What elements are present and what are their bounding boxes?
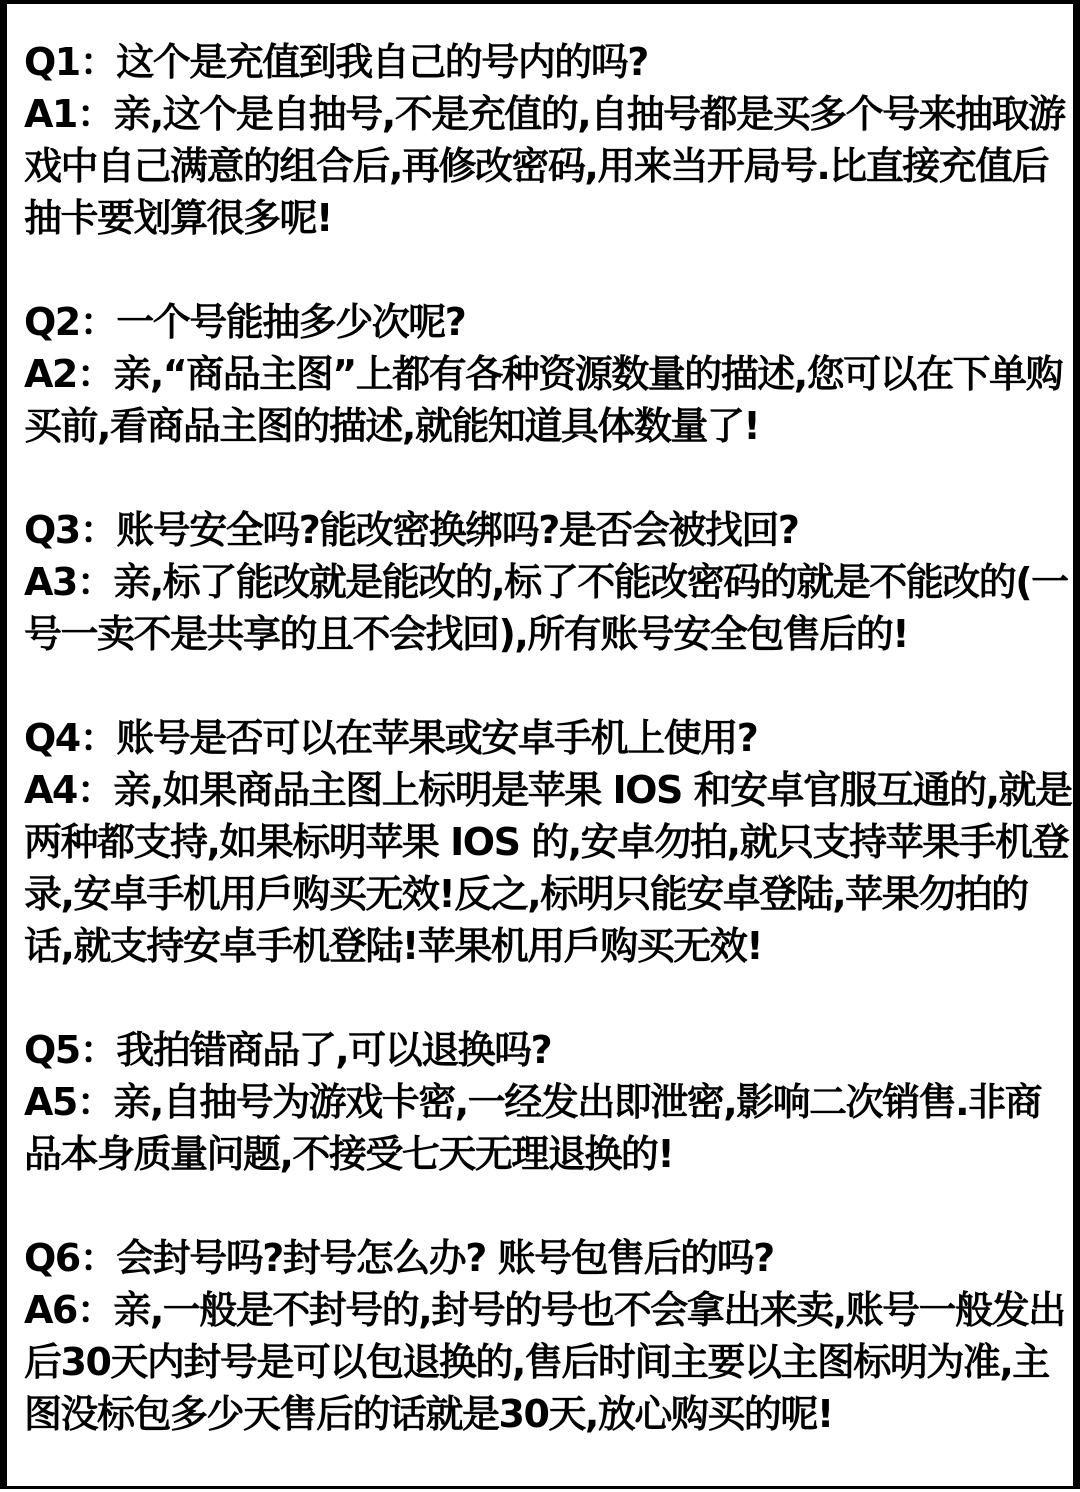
- question-5: [24, 1024, 1076, 1076]
- answer-text: 亲,“商品主图”上都有各种资源数量的描述,您可以在下单购买前,看商品主图的描述,就能知道具体数量了!: [24, 352, 1063, 448]
- question-3: [24, 504, 1076, 556]
- faq-item-5: [24, 1024, 1076, 1180]
- question-text: 我拍错商品了,可以退换吗?: [116, 1028, 552, 1072]
- answer-1: [24, 88, 1076, 244]
- answer-4: [24, 764, 1076, 972]
- answer-label: A4：: [24, 768, 114, 812]
- question-text: 一个号能抽多少次呢?: [116, 300, 466, 344]
- question-label: Q2：: [24, 300, 117, 344]
- answer-text: 亲,这个是自抽号,不是充值的,自抽号都是买多个号来抽取游戏中自己满意的组合后,再修改密码,用来当开局号.比直接充值后抽卡要划算很多呢!: [24, 92, 1065, 240]
- faq-item-6: [24, 1232, 1076, 1440]
- answer-text: 亲,如果商品主图上标明是苹果 IOS 和安卓官服互通的,就是两种都支持,如果标明苹果 IOS 的,安卓勿拍,就只支持苹果手机登录,安卓手机用戶购买无效!反之,标明只能安卓登陆,苹果勿拍的话,就支持安卓手机登陆!苹果机用戶购买无效!: [24, 768, 1072, 968]
- question-label: Q4：: [24, 716, 117, 760]
- faq-list: [24, 36, 1076, 1492]
- answer-label: A3：: [24, 560, 114, 604]
- answer-label: A1：: [24, 92, 114, 136]
- answer-text: 亲,一般是不封号的,封号的号也不会拿出来卖,账号一般发出后30天内封号是可以包退换的,售后时间主要以主图标明为准,主图没标包多少天售后的话就是30天,放心购买的呢!: [24, 1288, 1065, 1436]
- question-label: Q5：: [24, 1028, 117, 1072]
- answer-label: A2：: [24, 352, 114, 396]
- question-1: [24, 36, 1076, 88]
- answer-text: 亲,标了能改就是能改的,标了不能改密码的就是不能改的(一号一卖不是共享的且不会找回),所有账号安全包售后的!: [24, 560, 1068, 656]
- question-label: Q3：: [24, 508, 117, 552]
- faq-item-1: [24, 36, 1076, 244]
- question-2: [24, 296, 1076, 348]
- question-text: 账号是否可以在苹果或安卓手机上使用?: [116, 716, 758, 760]
- question-label: Q1：: [24, 40, 117, 84]
- answer-label: A6：: [24, 1288, 114, 1332]
- answer-3: [24, 556, 1076, 660]
- question-text: 会封号吗?封号怎么办? 账号包售后的吗?: [116, 1236, 774, 1280]
- answer-6: [24, 1284, 1076, 1440]
- answer-label: A5：: [24, 1080, 114, 1124]
- question-text: 账号安全吗?能改密换绑吗?是否会被找回?: [116, 508, 799, 552]
- answer-2: [24, 348, 1076, 452]
- faq-item-3: [24, 504, 1076, 660]
- answer-text: 亲,自抽号为游戏卡密,一经发出即泄密,影响二次销售.非商品本身质量问题,不接受七天无理退换的!: [24, 1080, 1042, 1176]
- faq-item-2: [24, 296, 1076, 452]
- question-text: 这个是充值到我自己的号内的吗?: [116, 40, 648, 84]
- question-6: [24, 1232, 1076, 1284]
- question-4: [24, 712, 1076, 764]
- question-label: Q6：: [24, 1236, 117, 1280]
- answer-5: [24, 1076, 1076, 1180]
- faq-item-4: [24, 712, 1076, 972]
